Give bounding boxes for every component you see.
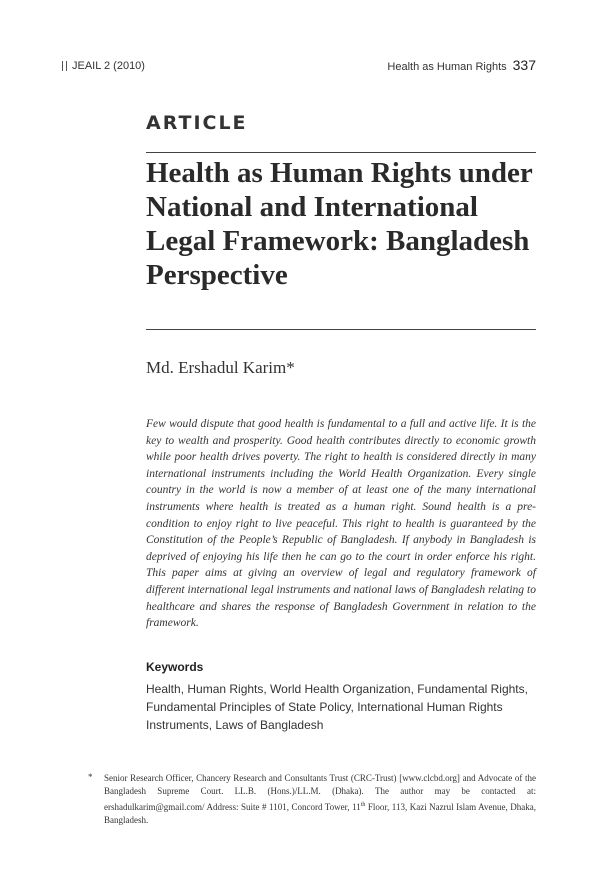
page-number: 337	[512, 57, 536, 73]
double-bar-icon	[62, 61, 67, 71]
author-name: Md. Ershadul Karim*	[146, 358, 295, 377]
footnote-text-end: Floor, 113, Kazi Nazrul Islam Avenue, Dhaka, Bangladesh.	[104, 801, 536, 825]
abstract: Few would dispute that good health is fundamental to a full and active life. It is the key to wealth and prosperity. Good health contributes directly to economic growth while poor health drives poverty. The right to health is considered directly in many international instruments including the World Health Organization. Every single country in the world is now a member of at least one of the many international instruments where health is treated as a human right. Sound health is a pre-condition to enjoy right to live peaceful. This right to health is guaranteed by the Constitution of the People’s Republic of Bangladesh. If anybody in Bangladesh is deprived of enjoying his life then he can go to the court in order enforce his right. This paper aims at giving an overview of legal and regulatory framework of different international legal instruments and national laws of Bangladesh relating to healthcare and shares the response of Bangladesh Government in relation to the framework.	[146, 418, 536, 630]
running-header-left	[62, 60, 145, 72]
section-label: ARTICLE	[146, 112, 248, 134]
keywords-list: Health, Human Rights, World Health Organization, Fundamental Rights, Fundamental Principles of State Policy, International Human Rights Instruments, Laws of Bangladesh	[146, 682, 528, 732]
journal-citation: JEAIL 2 (2010)	[72, 60, 145, 72]
keywords-heading: Keywords	[146, 660, 204, 674]
footnote	[104, 772, 536, 827]
running-title: Health as Human Rights	[387, 61, 507, 73]
footnote-text: Senior Research Officer, Chancery Research and Consultants Trust (CRC-Trust) [www.clcbd.org] and Advocate of the Bangladesh Supreme Court. LL.B. (Hons.)/LL.M. (Dhaka). The author may be contacted at: ershadulkarim@gmail.com/ Address: Suite # 1101, Concord Tower, 11	[104, 773, 536, 812]
title-rule-top	[146, 152, 536, 153]
title-rule-bottom	[146, 329, 536, 330]
footnote-marker: *	[88, 772, 93, 782]
running-header-right	[387, 57, 536, 73]
footnote-superscript: th	[360, 801, 366, 808]
article-title: Health as Human Rights under National and International Legal Framework: Bangladesh Perspective	[146, 157, 533, 291]
